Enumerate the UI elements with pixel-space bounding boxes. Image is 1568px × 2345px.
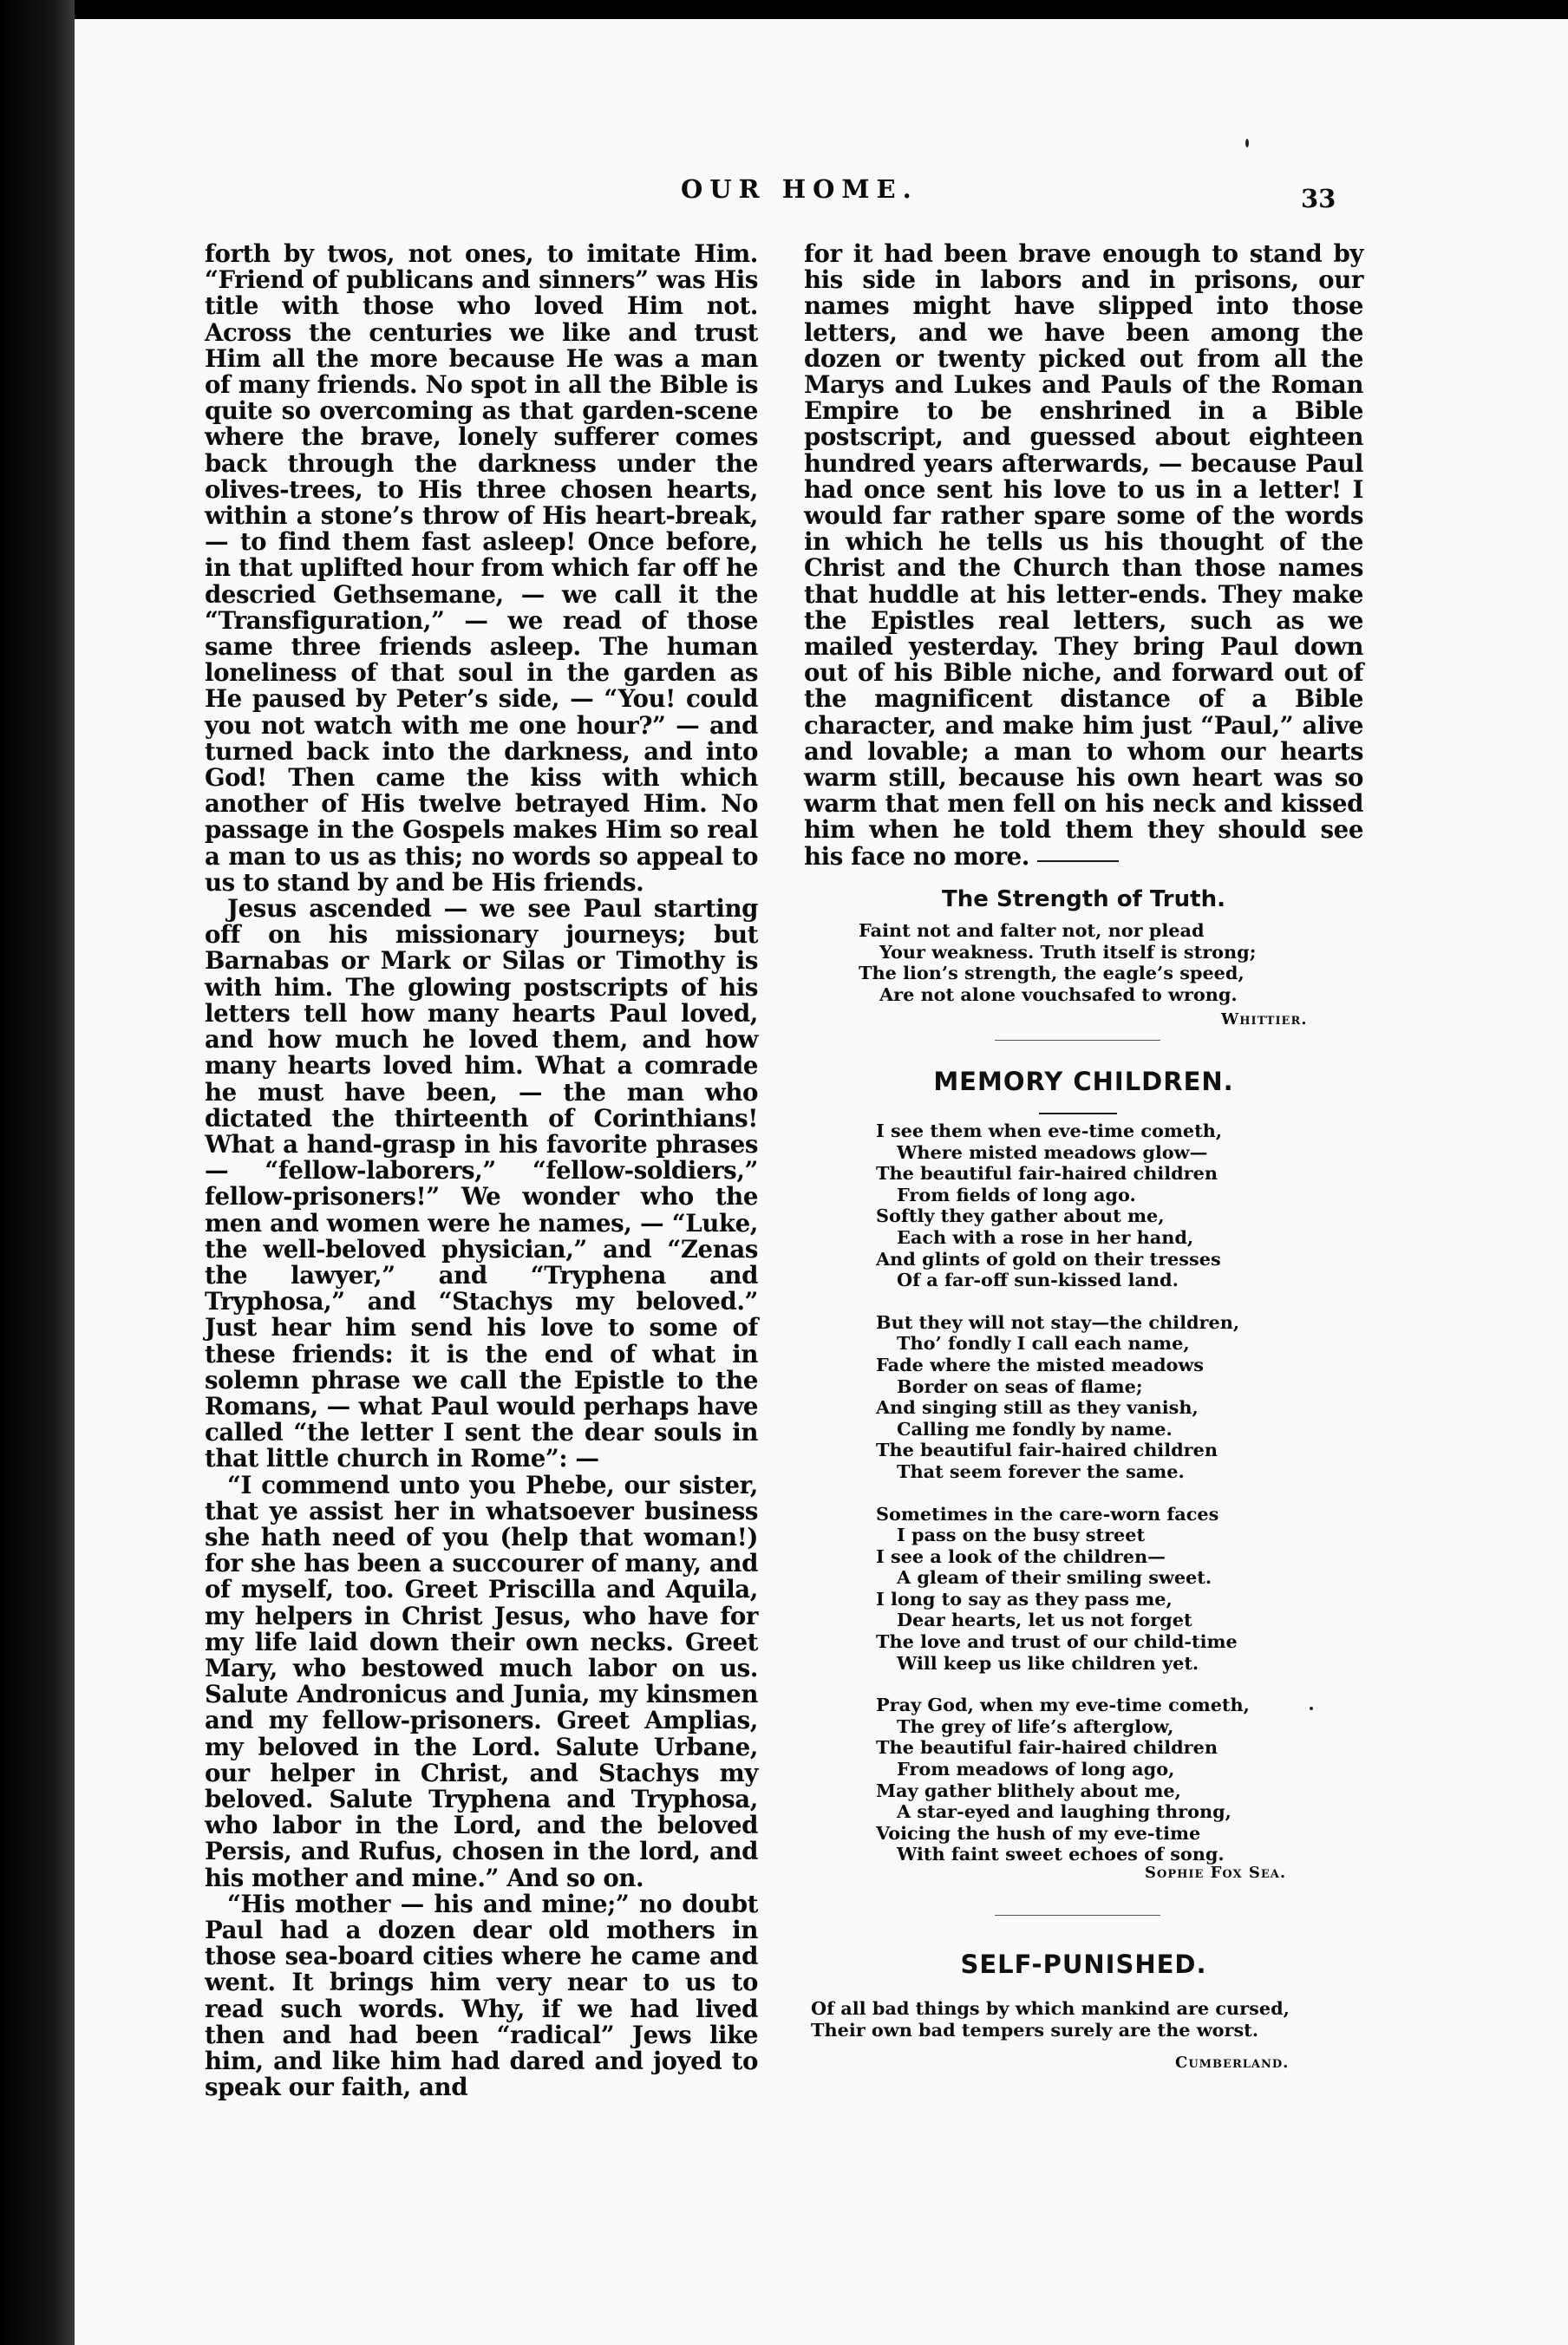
poem-line: Will keep us like children yet.: [897, 1651, 1199, 1674]
poem-line: The beautiful fair-haired children: [876, 1439, 1218, 1461]
poem-line: That seem forever the same.: [897, 1460, 1185, 1482]
poem-line: The beautiful fair-haired children: [876, 1736, 1218, 1759]
poem-line: I pass on the busy street: [897, 1524, 1146, 1546]
poem-line: Their own bad tempers surely are the worst.: [811, 2018, 1259, 2041]
right-column-article: [804, 241, 1363, 870]
poem-line: But they will not stay—the children,: [876, 1310, 1240, 1333]
paragraph: “I commend unto you Phebe, our sister, that ye assist her in whatsoever business she hath need of you (help that woman!) for she has been a succourer of many, and of myself, too. Greet Priscilla and Aquila, my helpers in Christ Jesus, who have for my life laid down their own necks. Greet Mary, who bestowed much labor on us. Salute Andronicus and Junia, my kinsmen and my fellow-prisoners. Greet Amplias, my beloved in the Lord. Salute Urbane, our helper in Christ, and Stachys my beloved. Salute Tryphena and Tryphosa, who labor in the Lord, and the beloved Persis, and Rufus, chosen in the lord, and his mother and mine.” And so on.: [205, 1470, 758, 1892]
poem-line: Your weakness. Truth itself is strong;: [879, 940, 1257, 963]
poem-line: From fields of long ago.: [897, 1183, 1136, 1205]
section-divider: [995, 1040, 1160, 1041]
poem-line: And glints of gold on their tresses: [876, 1247, 1221, 1270]
poem-line: The lion’s strength, the eagle’s speed,: [859, 962, 1245, 984]
poem-stanza: [876, 1120, 1250, 1291]
poem-memory: [876, 1120, 1250, 1886]
poem-line: Each with a rose in her hand,: [897, 1225, 1194, 1248]
left-column-article: [205, 241, 758, 2100]
page-number: 33: [1301, 184, 1336, 213]
poem-line: Fade where the misted meadows: [876, 1353, 1204, 1375]
section-divider: [995, 1915, 1160, 1916]
poem-line: Are not alone vouchsafed to wrong.: [879, 983, 1238, 1005]
paragraph: for it had been brave enough to stand by his side in labors and in prisons, our names might have slipped into those letters, and we have been among the dozen or twenty picked out from all the Marys and Lukes and Pauls of the Roman Empire to be enshrined in a Bible postscript, and guessed about eighteen hundred years afterwards, — because Paul had once sent his love to us in a letter! I would far rather spare some of the words in which he tells us his thought of the Christ and the Church than those names that huddle at his letter-ends. They make the Epistles real letters, such as we mailed yesterday. They bring Paul down out of his Bible niche, and forward out of the magnificent distance of a Bible character, and make him just “Paul,” alive and lovable; a man to whom our hearts warm still, because his own heart was so warm that men fell on his neck and kissed him when he told them they should see his face no more.: [804, 239, 1363, 871]
poem-truth: [859, 920, 1256, 1005]
poem-line: The beautiful fair-haired children: [876, 1162, 1218, 1185]
running-header: OUR HOME.: [681, 174, 918, 204]
poem-stanza: [876, 1312, 1250, 1483]
poem-line: Dear hearts, let us not forget: [897, 1609, 1192, 1631]
poem-line: May gather blithely about me,: [876, 1779, 1181, 1801]
title-underline: [1039, 1113, 1117, 1114]
section-divider: [1037, 860, 1119, 862]
poem-line: I see a look of the children—: [876, 1545, 1166, 1567]
poem-line: A star-eyed and laughing throng,: [897, 1800, 1232, 1823]
poem-line: Voicing the hush of my eve-time: [876, 1821, 1201, 1844]
poem-line: From meadows of long ago,: [897, 1758, 1175, 1780]
poem-title-truth: The Strength of Truth.: [942, 886, 1225, 912]
poem-self: [811, 1998, 1290, 2041]
poem-author-self: Cumberland.: [1175, 2054, 1290, 2072]
poem-line: Pray God, when my eve-time cometh,: [876, 1694, 1250, 1716]
poem-line: The love and trust of our child-time: [876, 1630, 1238, 1653]
poem-line: Tho’ fondly I call each name,: [897, 1332, 1190, 1355]
poem-line: Border on seas of flame;: [897, 1375, 1143, 1397]
print-speck: [1245, 139, 1249, 147]
poem-line: Where misted meadows glow—: [897, 1140, 1208, 1163]
poem-line: Softly they gather about me,: [876, 1205, 1165, 1227]
poem-line: Sometimes in the care-worn faces: [876, 1502, 1219, 1525]
poem-line: I see them when eve-time cometh,: [876, 1120, 1223, 1141]
poem-line: Of a far-off sun-kissed land.: [897, 1269, 1179, 1291]
poem-line: With faint sweet echoes of song.: [897, 1843, 1225, 1865]
paragraph: “His mother — his and mine;” no doubt Paul had a dozen dear old mothers in those sea-board cities where he came and went. It brings him very near to us to read such words. Why, if we had lived then and had been “radical” Jews like him, and like him had dared and joyed to speak our faith, and: [205, 1889, 758, 2102]
poem-author-truth: Whittier.: [1221, 1010, 1308, 1029]
poem-author-memory: Sophie Fox Sea.: [1145, 1864, 1287, 1882]
poem-title-self: SELF-PUNISHED.: [960, 1950, 1207, 1979]
scan-left-edge: [0, 0, 75, 2345]
poem-line: Of all bad things by which mankind are cursed,: [811, 1997, 1290, 2019]
poem-stanza: [876, 1504, 1250, 1675]
print-speck: [1310, 1707, 1313, 1710]
poem-title-memory: MEMORY CHILDREN.: [933, 1067, 1234, 1096]
poem-line: I long to say as they pass me,: [876, 1587, 1173, 1610]
paragraph: Jesus ascended — we see Paul starting off on his missionary journeys; but Barnabas or Mark or Silas or Timothy is with him. The glowing postscripts of his letters tell how many hearts Paul loved, and how much he loved them, and how many hearts loved him. What a comrade he must have been, — the man who dictated the thirteenth of Corinthians! What a hand-grasp in his favorite phrases — “fellow-laborers,” “fellow-soldiers,” fellow-prisoners!” We wonder who the men and women were he names, — “Luke, the well-beloved physician,” and “Zenas the lawyer,” and “Tryphena and Tryphosa,” and “Stachys my beloved.” Just hear him send his love to some of these friends: it is the end of what in solemn phrase we call the Epistle to the Romans, — what Paul would perhaps have called “the letter I sent the dear souls in that little church in Rome”: —: [205, 894, 758, 1473]
scan-top-edge: [0, 0, 1568, 19]
poem-line: Calling me fondly by name.: [897, 1417, 1173, 1440]
poem-line: And singing still as they vanish,: [876, 1396, 1199, 1419]
poem-line: The grey of life’s afterglow,: [897, 1715, 1174, 1737]
poem-line: Faint not and falter not, nor plead: [859, 919, 1205, 941]
paragraph: forth by twos, not ones, to imitate Him. “Friend of publicans and sinners” was His title with those who loved Him not. Across the centuries we like and trust Him all the more because He was a man of many friends. No spot in all the Bible is quite so overcoming as that garden-scene where the brave, lonely sufferer comes back through the darkness under the olives-trees, to His three chosen hearts, within a stone’s throw of His heart-break, — to find them fast asleep! Once before, in that uplifted hour from which far off he descried Gethsemane, — we call it the “Transfiguration,” — we read of those same three friends asleep. The human loneliness of that soul in the garden as He paused by Peter’s side, — “You! could you not watch with me one hour?” — and turned back into the darkness, and into God! Then came the kiss with which another of His twelve betrayed Him. No passage in the Gospels makes Him so real a man to us as this; no words so appeal to us to stand by and be His friends.: [205, 239, 758, 897]
poem-line: A gleam of their smiling sweet.: [897, 1566, 1212, 1589]
poem-stanza: [876, 1695, 1250, 1865]
